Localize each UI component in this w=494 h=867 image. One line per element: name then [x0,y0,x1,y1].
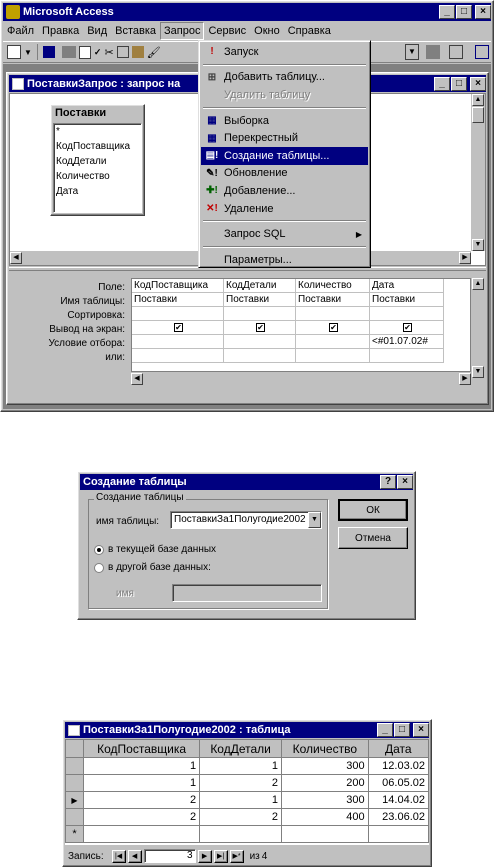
qbe-row-label: Имя таблицы: [60,296,125,307]
menu-2[interactable]: Вид [87,25,108,37]
table-cell[interactable]: 300 [282,758,369,775]
qbe-cell-text: КодПоставщика [134,280,209,291]
radio-current-indicator[interactable] [94,545,104,555]
dialog-close-button[interactable]: × [397,475,413,489]
scroll-thumb[interactable] [472,107,484,123]
query-menu-item-label: Запрос SQL [224,228,286,241]
table-pane-vscroll[interactable] [471,94,485,251]
result-title: ПоставкиЗа1Полугодие2002 : таблица [83,724,291,736]
query-menu-item-label: Создание таблицы... [224,149,330,162]
append-query-icon: ✚! [206,185,218,197]
table-cell[interactable]: 23.06.02 [368,809,428,826]
help-button[interactable]: ? [380,475,396,489]
blank-icon [205,88,219,102]
view-icon[interactable] [7,45,21,59]
close-button[interactable]: × [475,5,491,19]
scroll-left-icon[interactable]: ◀ [10,252,22,264]
table-cell[interactable] [282,826,369,843]
qbe-cell-show[interactable] [224,321,296,335]
table-cell[interactable] [200,826,282,843]
prev-record-button[interactable]: ◀ [128,850,142,863]
query-menu-item[interactable] [201,200,368,218]
menu-bar [3,22,491,40]
row-selector[interactable] [66,775,84,792]
table-cell[interactable]: 1 [84,775,200,792]
query-menu-item-label: Удалить таблицу [224,88,311,101]
show-checkbox[interactable]: ✔ [257,323,264,332]
show-checkbox[interactable]: ✔ [175,323,182,332]
field-list-items [53,123,142,213]
qbe-row-label: Сортировка: [67,310,125,321]
query-menu-item[interactable] [201,251,368,269]
preview-icon[interactable] [79,46,91,59]
query-menu-item-label: Добавить таблицу... [224,71,325,84]
table-cell[interactable]: 2 [200,775,282,792]
qbe-cell-sort[interactable] [132,307,224,321]
result-maximize-button[interactable]: □ [394,723,410,737]
row-selector[interactable] [66,809,84,826]
select-query-icon: ▦ [207,115,217,127]
table-cell[interactable] [368,826,428,843]
datasheet-header-row [66,740,429,758]
nav-label: Запись: [68,850,104,862]
top-values-dropdown[interactable]: ▼ [405,44,419,60]
result-title-bar [65,722,429,738]
column-header[interactable]: Дата [368,740,428,758]
menu-7[interactable]: Справка [287,25,331,37]
query-menu-dropdown [198,40,371,268]
qbe-cell-sort[interactable] [296,307,370,321]
spell-icon[interactable]: ✓ [93,46,102,57]
format-painter-icon[interactable]: 🖌 [146,46,161,59]
row-selector-header[interactable] [66,740,84,758]
database-window-icon[interactable] [475,45,489,59]
record-navigator [65,847,429,865]
query-menu-item[interactable] [201,69,368,87]
qbe-cell-text: Поставки [298,294,342,305]
app-title: Microsoft Access [23,6,114,18]
maximize-button[interactable]: □ [456,5,472,19]
query-menu-item-label: Параметры... [224,253,292,266]
next-record-button[interactable]: ▶ [198,850,212,863]
qbe-row-label: Вывод на экран: [49,324,125,335]
qbe-cell-sort[interactable] [224,307,296,321]
result-close-button[interactable]: × [413,723,429,737]
table-cell[interactable]: 12.03.02 [368,758,428,775]
cancel-button[interactable] [338,527,408,549]
table-row[interactable] [66,775,429,792]
row-selector[interactable]: ▶ [66,792,84,809]
query-menu-item[interactable] [201,43,368,61]
field-list-item[interactable]: Дата [56,186,79,197]
qbe-cell-text: Поставки [372,294,416,305]
qbe-cell-text: Поставки [134,294,178,305]
query-maximize-button[interactable]: □ [451,77,467,91]
query-menu-item-label: Выборка [224,114,269,127]
file-name-field[interactable] [172,584,322,602]
qbe-cell-text: КодДетали [226,280,277,291]
query-menu-item [201,86,368,104]
radio-other-db[interactable] [94,562,211,573]
qbe-scroll-down-icon[interactable]: ▼ [472,366,484,378]
qbe-cell-table[interactable] [132,293,224,307]
update-query-icon: ✎! [206,167,218,179]
query-window-title: ПоставкиЗапрос : запрос на [27,77,181,90]
scroll-up-icon[interactable]: ▲ [472,94,484,106]
blank-icon [205,253,219,267]
qbe-cell-sort[interactable] [370,307,444,321]
qbe-cell-field[interactable] [296,279,370,293]
query-menu-item-label: Обновление [224,167,288,180]
qbe-cell-show[interactable] [132,321,224,335]
menu-3[interactable]: Вставка [115,25,157,37]
query-menu-item[interactable] [201,165,368,183]
qbe-scroll-right-icon[interactable]: ▶ [459,373,471,385]
table-row[interactable] [66,809,429,826]
field-list-item[interactable]: Количество [56,171,110,182]
qbe-cell-show[interactable] [370,321,444,335]
key-icon [6,5,20,19]
column-header[interactable]: Количество [282,740,369,758]
file-name-label: имя [116,588,134,599]
table-name-value: ПоставкиЗа1Полугодие2002 [174,514,306,525]
table-cell[interactable]: 200 [282,775,369,792]
current-record-field[interactable] [144,849,196,863]
scroll-down-icon[interactable]: ▼ [472,239,484,251]
menu-0[interactable]: Файл [7,25,35,37]
radio-other-label: в другой базе данных: [108,562,211,573]
add-table-icon: ⊞ [207,71,217,83]
table-cell[interactable]: 06.05.02 [368,775,428,792]
ok-label: ОК [366,504,380,516]
properties-icon[interactable] [426,45,440,59]
qbe-cell-criteria[interactable] [132,335,224,349]
minimize-button[interactable]: _ [439,5,455,19]
qbe-grid [131,278,471,372]
field-list-item[interactable]: КодПоставщика [56,141,131,152]
first-record-button[interactable]: |◀ [112,850,126,863]
datasheet-table [65,739,429,843]
cut-icon[interactable]: ✂ [104,46,114,59]
qbe-cell-criteria[interactable] [296,335,370,349]
qbe-cell-or[interactable] [224,349,296,363]
save-icon[interactable] [43,46,55,58]
qbe-cell-or[interactable] [132,349,224,363]
radio-current-db[interactable] [94,544,216,555]
access-main-window [0,0,494,412]
dialog-title: Создание таблицы [83,476,187,488]
result-table-window [62,719,432,867]
qbe-cell-text: Количество [298,280,352,291]
access-title-bar [3,3,491,21]
query-menu-item[interactable] [201,112,368,130]
qbe-grid-pane [9,272,486,400]
dialog-title-bar [80,474,413,490]
query-menu-item[interactable] [201,129,368,147]
submenu-arrow-icon: ▶ [355,229,362,239]
field-list-item[interactable]: КодДетали [56,156,107,167]
field-list-title: Поставки [53,107,142,122]
qbe-cell-field[interactable] [132,279,224,293]
row-selector[interactable] [66,758,84,775]
table-name-combobox[interactable] [170,511,322,529]
qbe-cell-text: <#01.07.02# [372,336,428,347]
qbe-row-label: или: [105,352,125,363]
combobox-dropdown-icon[interactable]: ▼ [308,512,321,528]
run-icon: ! [210,46,214,58]
nav-of-label: из [249,850,260,862]
menu-separator [203,220,366,222]
show-checkbox[interactable]: ✔ [330,323,337,332]
qbe-cell-table[interactable] [296,293,370,307]
query-menu-item-label: Перекрестный [224,132,298,145]
copy-icon[interactable] [117,46,129,58]
new-record-row[interactable] [66,826,429,843]
query-menu-item-label: Добавление... [224,184,296,197]
make-table-dialog [77,471,416,620]
qbe-cell-text: Дата [372,280,395,291]
result-minimize-button[interactable]: _ [377,723,393,737]
qbe-cell-field[interactable] [224,279,296,293]
ok-button[interactable] [338,499,408,521]
table-field-list[interactable] [50,104,145,216]
query-menu-item[interactable] [201,147,368,165]
radio-current-label: в текущей базе данных [108,544,217,555]
print-icon[interactable] [62,46,76,58]
scroll-right-icon[interactable]: ▶ [459,252,471,264]
current-record-value: 3 [187,850,193,861]
table-cell[interactable]: 300 [282,792,369,809]
table-cell[interactable]: 2 [200,809,282,826]
column-header[interactable]: КодДетали [200,740,282,758]
view-dropdown-icon[interactable]: ▼ [24,47,32,57]
nav-total: 4 [261,850,268,862]
qbe-cell-or[interactable] [296,349,370,363]
query-close-button[interactable]: × [470,77,486,91]
qbe-cell-text: Поставки [226,294,270,305]
table-cell[interactable]: 2 [84,792,200,809]
query-menu-item-label: Запуск [224,45,259,58]
query-menu-item[interactable] [201,182,368,200]
qbe-cell-table[interactable] [370,293,444,307]
build-icon[interactable] [449,45,463,59]
qbe-cell-criteria[interactable] [224,335,296,349]
new-record-button[interactable]: ▶* [230,850,244,863]
datasheet [65,739,429,845]
field-list-item[interactable]: * [56,126,60,137]
column-header[interactable]: КодПоставщика [84,740,200,758]
cancel-label: Отмена [355,532,391,544]
query-icon [12,78,24,90]
table-cell[interactable]: 1 [84,758,200,775]
qbe-row-label: Поле: [98,282,125,293]
new-record-icon: * [66,826,84,843]
paste-icon[interactable] [132,46,144,58]
query-minimize-button[interactable]: _ [434,77,450,91]
delete-query-icon: ✕! [206,203,218,215]
show-checkbox[interactable]: ✔ [404,323,411,332]
menu-6[interactable]: Окно [254,25,280,37]
qbe-scroll-up-icon[interactable]: ▲ [472,278,484,290]
query-menu-item[interactable] [201,225,368,243]
query-menu-item-label: Удаление [224,202,274,215]
radio-other-indicator[interactable] [94,563,104,573]
qbe-cell-table[interactable] [224,293,296,307]
blank-icon [205,227,219,241]
qbe-row-label: Условие отбора: [48,338,125,349]
menu-1[interactable]: Правка [42,25,80,37]
table-row[interactable] [66,758,429,775]
group-box-label: Создание таблицы [96,492,184,503]
table-cell[interactable]: 1 [200,792,282,809]
last-record-button[interactable]: ▶| [214,850,228,863]
table-cell[interactable] [84,826,200,843]
qbe-cell-show[interactable] [296,321,370,335]
table-cell[interactable]: 1 [200,758,282,775]
crosstab-query-icon: ▦ [207,132,217,144]
menu-separator [203,246,366,248]
menu-5[interactable]: Сервис [208,25,247,37]
menu-separator [203,107,366,109]
qbe-cell-field[interactable] [370,279,444,293]
table-cell[interactable]: 400 [282,809,369,826]
table-cell[interactable]: 2 [84,809,200,826]
table-name-label: имя таблицы: [96,516,160,527]
qbe-cell-criteria[interactable] [370,335,444,349]
qbe-row-labels [9,281,129,365]
menu-4[interactable]: Запрос [160,22,204,40]
qbe-hscroll[interactable] [131,373,471,386]
menu-separator [203,64,366,66]
table-cell[interactable]: 14.04.02 [368,792,428,809]
qbe-cell-or[interactable] [370,349,444,363]
table-row[interactable] [66,792,429,809]
qbe-scroll-left-icon[interactable]: ◀ [131,373,143,385]
qbe-vscroll[interactable] [472,278,485,378]
make-table-query-icon: ▤! [205,150,219,162]
table-icon [68,725,80,736]
